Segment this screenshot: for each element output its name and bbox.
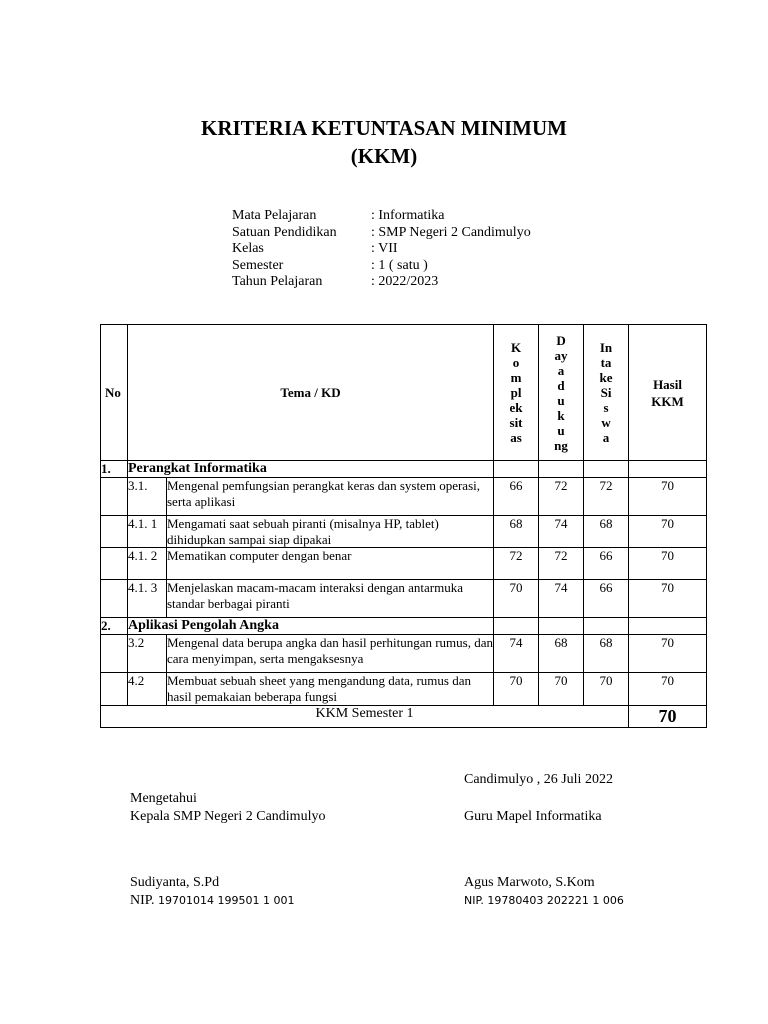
value-hasil-kkm: 70 [629,478,707,516]
section-row [101,461,707,478]
value-kompleksitas: 70 [494,673,539,706]
info-value: : Informatika [371,208,445,223]
kd-number: 4.2 [128,673,167,706]
header-intake-siswa: In ta ke Si s w a [584,325,629,461]
kd-description: Membuat sebuah sheet yang mengandung data, rumus dan hasil pemakaian beberapa fungsi [167,673,494,706]
empty-cell [101,580,128,618]
kd-description: Mengamati saat sebuah piranti (misalnya HP, tablet) dihidupkan sampai siap dipakai [167,516,494,548]
value-daya-dukung: 72 [539,478,584,516]
value-intake: 68 [584,635,629,673]
header-hasil-kkm: Hasil KKM [629,325,707,461]
title-line-1: KRITERIA KETUNTASAN MINIMUM [201,116,567,140]
total-label: KKM Semester 1 [101,706,629,728]
empty-cell [101,673,128,706]
kd-number: 4.1. 2 [128,548,167,580]
info-row [232,274,531,291]
value-kompleksitas: 66 [494,478,539,516]
kd-description: Mengenal data berupa angka dan hasil perhitungan rumus, dan cara menyimpan, serta mengaksesnya [167,635,494,673]
header-no: No [101,325,128,461]
value-kompleksitas: 72 [494,548,539,580]
info-value: : VII [371,241,398,257]
value-daya-dukung: 70 [539,673,584,706]
empty-cell [101,478,128,516]
empty-cell [494,461,539,478]
info-row [232,225,531,242]
empty-cell [629,461,707,478]
section-title: Perangkat Informatika [128,461,494,478]
principal-title: Kepala SMP Negeri 2 Candimulyo [130,809,326,824]
teacher-block [464,874,624,910]
signature-left [130,790,325,826]
value-hasil-kkm: 70 [629,548,707,580]
value-kompleksitas: 74 [494,635,539,673]
header-daya-dukung: D ay a d u k u ng [539,325,584,461]
info-label: Semester [232,257,284,273]
kd-number: 4.1. 3 [128,580,167,618]
info-label: Mata Pelajaran [232,208,317,223]
empty-cell [101,516,128,548]
table-row [101,478,707,516]
value-intake: 66 [584,580,629,618]
kd-number: 3.1. [128,478,167,516]
info-value: : SMP Negeri 2 Candimulyo [371,224,531,240]
section-title: Aplikasi Pengolah Angka [128,618,494,635]
value-daya-dukung: 74 [539,516,584,548]
teacher-title: Guru Mapel Informatika [464,809,602,824]
total-value: 70 [629,706,707,728]
nip-label: NIP. [464,894,484,907]
section-number: 1. [101,461,128,478]
kd-number: 3.2 [128,635,167,673]
acknowledgement-label: Mengetahui [130,791,197,806]
value-hasil-kkm: 70 [629,673,707,706]
value-kompleksitas: 70 [494,580,539,618]
empty-cell [101,635,128,673]
header-tema-kd: Tema / KD [128,325,494,461]
value-daya-dukung: 68 [539,635,584,673]
kd-description: Mematikan computer dengan benar [167,548,494,580]
value-kompleksitas: 68 [494,516,539,548]
teacher-nip [464,892,624,910]
value-hasil-kkm: 70 [629,516,707,548]
nip-label: NIP. [130,893,155,908]
kd-description: Menjelaskan macam-macam interaksi dengan antarmuka standar berbagai piranti [167,580,494,618]
info-label: Kelas [232,241,264,257]
table-row [101,673,707,706]
kd-number: 4.1. 1 [128,516,167,548]
empty-cell [494,618,539,635]
document-title [0,114,768,170]
info-row [232,241,531,258]
empty-cell [584,618,629,635]
empty-cell [101,548,128,580]
empty-cell [629,618,707,635]
empty-cell [539,461,584,478]
info-row [232,258,531,275]
teacher-name: Agus Marwoto, S.Kom [464,875,595,890]
table-row [101,548,707,580]
info-value: : 2022/2023 [371,274,439,290]
table-row [101,516,707,548]
section-row [101,618,707,635]
info-label: Satuan Pendidikan [232,224,337,240]
table-row [101,580,707,618]
section-number: 2. [101,618,128,635]
value-daya-dukung: 72 [539,548,584,580]
value-intake: 70 [584,673,629,706]
value-hasil-kkm: 70 [629,635,707,673]
value-hasil-kkm: 70 [629,580,707,618]
subject-info [232,208,531,291]
signature-right [464,808,602,826]
principal-nip [130,892,294,910]
total-row [101,706,707,728]
info-value: : 1 ( satu ) [371,257,428,273]
value-intake: 66 [584,548,629,580]
kd-description: Mengenal pemfungsian perangkat keras dan system operasi, serta aplikasi [167,478,494,516]
table-row [101,635,707,673]
info-row [232,208,531,225]
nip-number: 19780403 202221 1 006 [487,894,624,907]
value-intake: 68 [584,516,629,548]
nip-number: 19701014 199501 1 001 [158,894,295,907]
table-header-row [101,325,707,461]
value-intake: 72 [584,478,629,516]
kkm-table [100,324,707,728]
empty-cell [539,618,584,635]
place-date: Candimulyo , 26 Juli 2022 [464,772,613,787]
title-line-2: (KKM) [350,144,418,168]
empty-cell [584,461,629,478]
value-daya-dukung: 74 [539,580,584,618]
info-label: Tahun Pelajaran [232,274,323,290]
header-kompleksitas: K o m pl ek sit as [494,325,539,461]
principal-block [130,874,294,910]
principal-name: Sudiyanta, S.Pd [130,875,220,890]
